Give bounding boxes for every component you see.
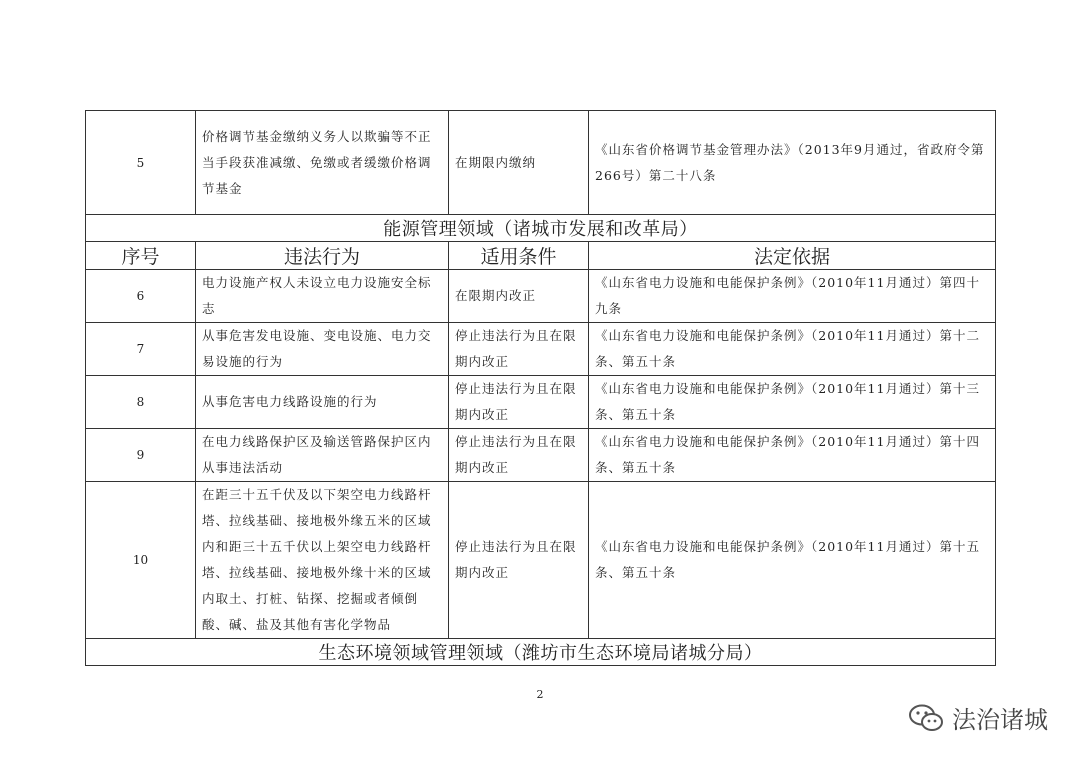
violation-cell: 价格调节基金缴纳义务人以欺骗等不正当手段获准减缴、免缴或者缓缴价格调节基金	[196, 111, 449, 215]
violation-cell: 从事危害发电设施、变电设施、电力交易设施的行为	[196, 323, 449, 376]
legal-basis-cell: 《山东省电力设施和电能保护条例》（2010年11月通过）第十四条、第五十条	[589, 429, 996, 482]
section-row	[86, 639, 996, 666]
account-watermark	[908, 700, 1048, 735]
condition-cell: 停止违法行为且在限期内改正	[449, 482, 589, 639]
section-title-energy: 能源管理领域（诸城市发展和改革局）	[86, 215, 996, 242]
table-row	[86, 482, 996, 639]
legal-basis-cell: 《山东省价格调节基金管理办法》（2013年9月通过，省政府令第266号）第二十八条	[589, 111, 996, 215]
legal-basis-cell: 《山东省电力设施和电能保护条例》（2010年11月通过）第四十九条	[589, 270, 996, 323]
header-number: 序号	[86, 242, 196, 270]
header-legal-basis: 法定依据	[589, 242, 996, 270]
legal-basis-cell: 《山东省电力设施和电能保护条例》（2010年11月通过）第十五条、第五十条	[589, 482, 996, 639]
header-violation: 违法行为	[196, 242, 449, 270]
violation-cell: 在距三十五千伏及以下架空电力线路杆塔、拉线基础、接地极外缘五米的区域内和距三十五千伏以上架空电力线路杆塔、拉线基础、接地极外缘十米的区域内取土、打桩、钻探、挖掘或者倾倒酸、碱、盐及其他有害化学物品	[196, 482, 449, 639]
row-number: 10	[86, 482, 196, 639]
table-row	[86, 111, 996, 215]
header-row	[86, 242, 996, 270]
table-row	[86, 376, 996, 429]
table-row	[86, 429, 996, 482]
violation-cell: 电力设施产权人未设立电力设施安全标志	[196, 270, 449, 323]
table-row	[86, 323, 996, 376]
page-number: 2	[536, 688, 544, 701]
legal-basis-cell: 《山东省电力设施和电能保护条例》（2010年11月通过）第十三条、第五十条	[589, 376, 996, 429]
row-number: 8	[86, 376, 196, 429]
row-number: 7	[86, 323, 196, 376]
violation-cell: 从事危害电力线路设施的行为	[196, 376, 449, 429]
penalty-table-container	[85, 110, 995, 666]
watermark-text: 法治诸城	[952, 706, 1048, 734]
wechat-icon	[908, 703, 944, 733]
row-number: 5	[86, 111, 196, 215]
legal-basis-cell: 《山东省电力设施和电能保护条例》（2010年11月通过）第十二条、第五十条	[589, 323, 996, 376]
condition-cell: 在期限内缴纳	[449, 111, 589, 215]
condition-cell: 停止违法行为且在限期内改正	[449, 323, 589, 376]
violation-cell: 在电力线路保护区及输送管路保护区内从事违法活动	[196, 429, 449, 482]
section-row	[86, 215, 996, 242]
section-title-environment: 生态环境领域管理领域（潍坊市生态环境局诸城分局）	[86, 639, 996, 666]
condition-cell: 停止违法行为且在限期内改正	[449, 376, 589, 429]
row-number: 6	[86, 270, 196, 323]
condition-cell: 在限期内改正	[449, 270, 589, 323]
header-condition: 适用条件	[449, 242, 589, 270]
table-row	[86, 270, 996, 323]
row-number: 9	[86, 429, 196, 482]
penalty-table	[85, 110, 996, 666]
condition-cell: 停止违法行为且在限期内改正	[449, 429, 589, 482]
